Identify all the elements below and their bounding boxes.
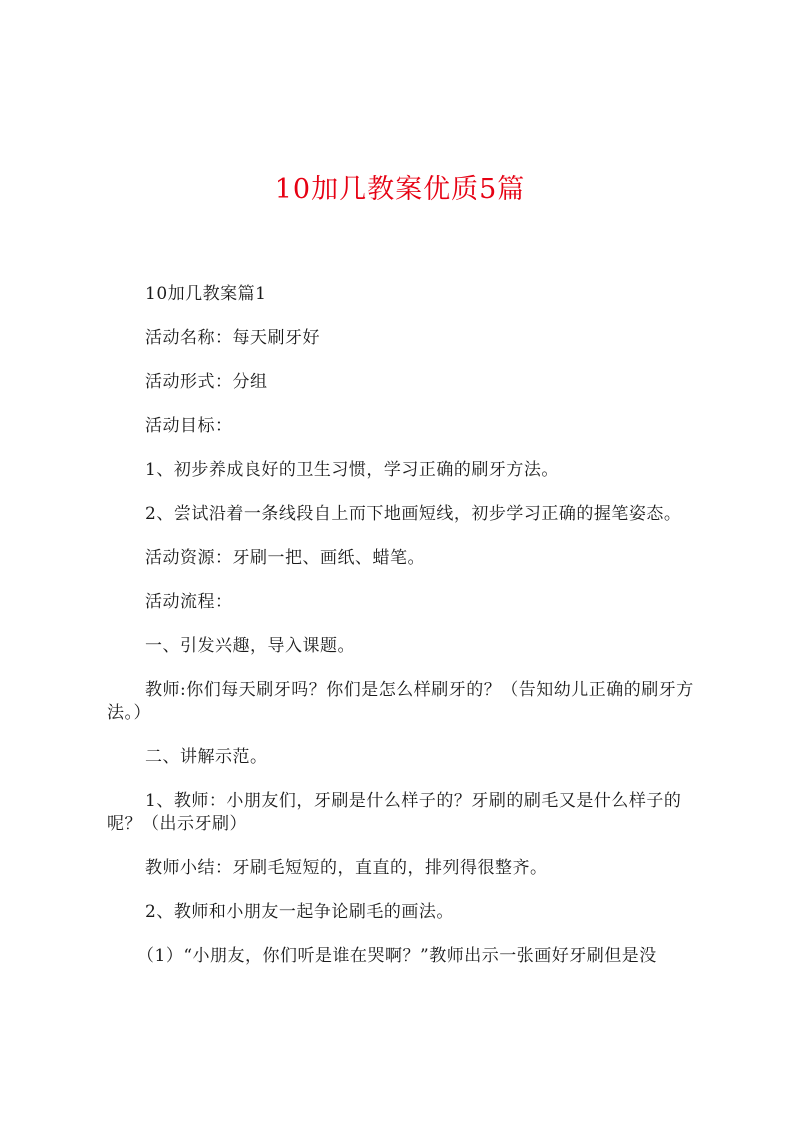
- document-body: [107, 283, 707, 989]
- activity-name: 活动名称：每天刷牙好: [145, 328, 320, 348]
- section-heading: 10加几教案篇1: [145, 284, 267, 304]
- teacher-prompt: 1、教师：小朋友们，牙刷是什么样子的？牙刷的刷毛又是什么样子的呢？（出示牙刷）: [107, 791, 682, 834]
- teacher-summary: 教师小结：牙刷毛短短的，直直的，排列得很整齐。: [145, 858, 548, 878]
- activity-form: 活动形式：分组: [145, 372, 268, 392]
- activity-goals-label: 活动目标：: [145, 416, 233, 436]
- goal-item-1: 1、初步养成良好的卫生习惯，学习正确的刷牙方法。: [145, 460, 559, 480]
- process-step-2: 二、讲解示范。: [145, 747, 268, 767]
- drawing-discussion: 2、教师和小朋友一起争论刷毛的画法。: [145, 902, 454, 922]
- process-step-1: 一、引发兴趣，导入课题。: [145, 636, 355, 656]
- document-title: 10加几教案优质5篇: [274, 174, 526, 205]
- teacher-question: 教师:你们每天刷牙吗？你们是怎么样刷牙的？（告知幼儿正确的刷牙方法。）: [107, 680, 694, 723]
- activity-resources: 活动资源：牙刷一把、画纸、蜡笔。: [145, 548, 425, 568]
- goal-item-2: 2、尝试沿着一条线段自上而下地画短线，初步学习正确的握笔姿态。: [145, 504, 682, 524]
- sub-step-1: （1）“小朋友，你们听是谁在哭啊？”教师出示一张画好牙刷但是没: [137, 946, 657, 966]
- activity-process-label: 活动流程：: [145, 592, 233, 612]
